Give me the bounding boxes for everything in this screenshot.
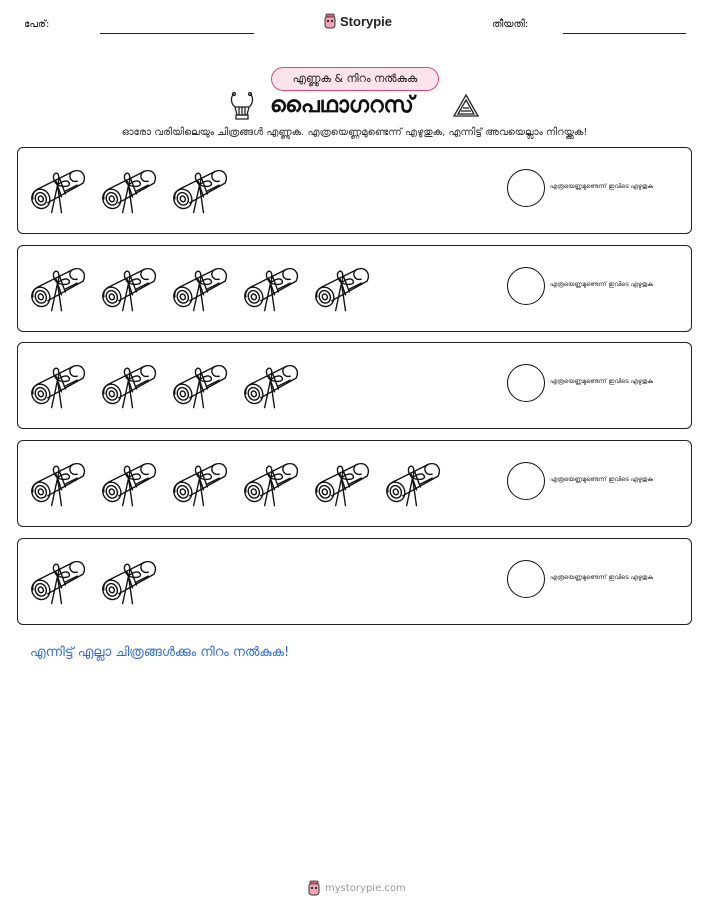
answer-circle[interactable] [507, 462, 545, 500]
scroll-group [30, 456, 456, 512]
counting-row [17, 245, 692, 332]
scroll-group [30, 554, 172, 610]
answer-circle[interactable] [507, 169, 545, 207]
counting-row [17, 538, 692, 625]
storypie-logo [323, 13, 392, 29]
scroll-icon[interactable] [30, 163, 89, 219]
scroll-icon[interactable] [101, 358, 160, 414]
brand-name: Storypie [340, 13, 393, 29]
answer-hint: എത്രയെണ്ണമുണ്ടെന്ന് ഇവിടെ എഴുതുക [550, 378, 653, 386]
scroll-group [30, 163, 243, 219]
scroll-icon[interactable] [314, 261, 373, 317]
name-label: പേര്: [24, 19, 50, 30]
counting-row [17, 440, 692, 527]
answer-circle[interactable] [507, 364, 545, 402]
lyre-icon [229, 91, 255, 121]
answer-hint: എത്രയെണ്ണമുണ്ടെന്ന് ഇവിടെ എഴുതുക [550, 476, 653, 484]
scroll-icon[interactable] [385, 456, 444, 512]
worksheet-header [0, 0, 709, 40]
scroll-icon[interactable] [243, 261, 302, 317]
answer-circle[interactable] [507, 267, 545, 305]
scroll-icon[interactable] [101, 554, 160, 610]
answer-hint: എത്രയെണ്ണമുണ്ടെന്ന് ഇവിടെ എഴുതുക [550, 183, 653, 190]
triangle-icon [452, 93, 480, 119]
answer-circle[interactable] [507, 560, 545, 598]
scroll-icon[interactable] [243, 456, 302, 512]
scroll-group [30, 358, 314, 414]
counting-row [17, 342, 692, 429]
storypie-mascot-icon [307, 880, 321, 896]
site-url: mystorypie.com [325, 882, 406, 894]
scroll-icon[interactable] [172, 456, 231, 512]
scroll-icon[interactable] [101, 261, 160, 317]
date-label: തീയതി: [492, 19, 529, 30]
date-line[interactable] [563, 33, 686, 34]
scroll-icon[interactable] [101, 456, 160, 512]
scroll-icon[interactable] [243, 358, 302, 414]
scroll-icon[interactable] [30, 554, 89, 610]
scroll-group [30, 261, 385, 317]
coloring-note: എന്നിട്ട് എല്ലാ ചിത്രങ്ങൾക്കും നിറം നൽകുക! [30, 645, 290, 660]
site-footer [307, 880, 406, 896]
scroll-icon[interactable] [172, 358, 231, 414]
scroll-icon[interactable] [30, 358, 89, 414]
answer-hint: എത്രയെണ്ണമുണ്ടെന്ന് ഇവിടെ എഴുതുക [550, 573, 653, 581]
page-title: പൈഥാഗറസ് [270, 93, 414, 118]
counting-row [17, 147, 692, 234]
scroll-icon[interactable] [172, 261, 231, 317]
activity-badge: എണ്ണുക & നിറം നൽകുക [271, 67, 439, 91]
scroll-icon[interactable] [314, 456, 373, 512]
answer-hint: എത്രയെണ്ണമുണ്ടെന്ന് ഇവിടെ എഴുതുക [550, 280, 653, 288]
name-line[interactable] [100, 33, 254, 34]
scroll-icon[interactable] [101, 163, 160, 219]
scroll-icon[interactable] [172, 163, 231, 219]
scroll-icon[interactable] [30, 456, 89, 512]
instructions: ഓരോ വരിയിലെയും ചിത്രങ്ങൾ എണ്ണുക. എത്രയെണ്ണമുണ്ടെന്ന് എഴുതുക, എന്നിട്ട് അവയെല്ലാം നിറയ്ക്കുക! [121, 127, 588, 138]
storypie-mascot-icon [323, 13, 337, 29]
title-row [0, 90, 709, 124]
scroll-icon[interactable] [30, 261, 89, 317]
